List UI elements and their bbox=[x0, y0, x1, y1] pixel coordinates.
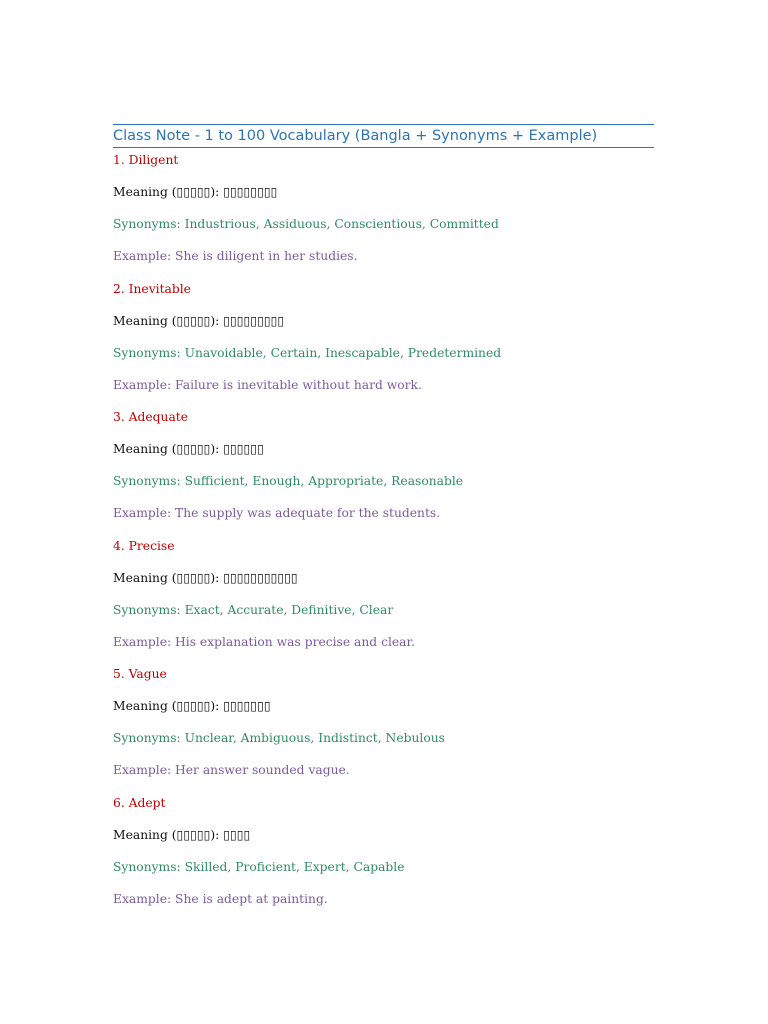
word-meaning: Meaning (▯▯▯▯▯): ▯▯▯▯▯▯▯▯▯▯▯ bbox=[113, 570, 298, 585]
vocab-entry bbox=[113, 795, 673, 924]
word-example: Example: His explanation was precise and clear. bbox=[113, 634, 415, 649]
vocab-entry bbox=[113, 538, 673, 667]
word-synonyms: Synonyms: Sufficient, Enough, Appropriate, Reasonable bbox=[113, 474, 464, 489]
word-heading: 2. Inevitable bbox=[113, 281, 191, 296]
word-heading: 3. Adequate bbox=[113, 410, 189, 424]
word-synonyms: Synonyms: Skilled, Proficient, Expert, Capable bbox=[113, 859, 405, 874]
word-synonyms: Synonyms: Unclear, Ambiguous, Indistinct, Nebulous bbox=[113, 731, 445, 746]
word-meaning: Meaning (▯▯▯▯▯): ▯▯▯▯▯▯▯ bbox=[113, 699, 271, 714]
vocab-entry bbox=[113, 152, 673, 281]
word-example: Example: Failure is inevitable without hard work. bbox=[113, 377, 422, 392]
word-meaning: Meaning (▯▯▯▯▯): ▯▯▯▯▯▯ bbox=[113, 442, 264, 457]
word-heading: 1. Diligent bbox=[113, 153, 179, 167]
word-example: Example: Her answer sounded vague. bbox=[113, 763, 350, 778]
word-example: Example: She is adept at painting. bbox=[113, 891, 328, 906]
vocab-entry bbox=[113, 281, 673, 410]
vocab-entry bbox=[113, 666, 673, 795]
word-heading: 5. Vague bbox=[113, 667, 167, 681]
word-meaning: Meaning (▯▯▯▯▯): ▯▯▯▯ bbox=[113, 827, 251, 842]
vocabulary-list bbox=[113, 152, 673, 923]
word-synonyms: Synonyms: Industrious, Assiduous, Conscientious, Committed bbox=[113, 217, 499, 232]
word-example: Example: The supply was adequate for the students. bbox=[113, 506, 441, 521]
word-heading: 6. Adept bbox=[113, 795, 166, 810]
title-block bbox=[113, 124, 654, 148]
word-example: Example: She is diligent in her studies. bbox=[113, 249, 358, 264]
word-synonyms: Synonyms: Unavoidable, Certain, Inescapable, Predetermined bbox=[113, 345, 502, 360]
word-synonyms: Synonyms: Exact, Accurate, Definitive, Clear bbox=[113, 602, 394, 617]
vocab-entry bbox=[113, 409, 673, 538]
page-title: Class Note - 1 to 100 Vocabulary (Bangla + Synonyms + Example) bbox=[113, 128, 598, 144]
word-heading: 4. Precise bbox=[113, 538, 175, 553]
word-meaning: Meaning (▯▯▯▯▯): ▯▯▯▯▯▯▯▯▯ bbox=[113, 313, 285, 328]
word-meaning: Meaning (▯▯▯▯▯): ▯▯▯▯▯▯▯▯ bbox=[113, 185, 278, 200]
